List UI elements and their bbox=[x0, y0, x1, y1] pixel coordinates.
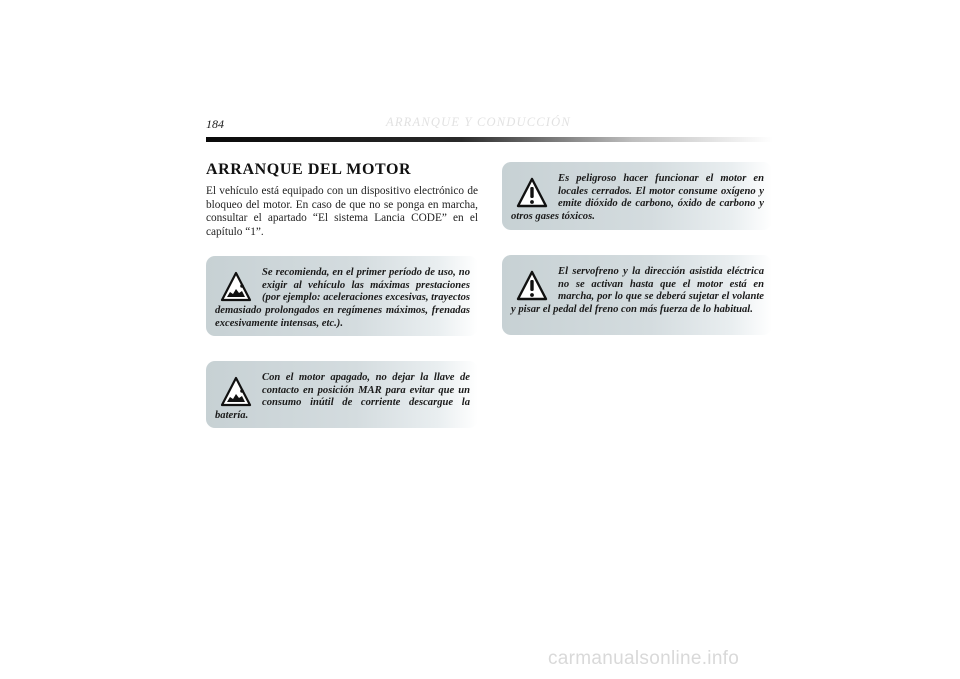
section-title: ARRANQUE DEL MOTOR bbox=[206, 161, 412, 178]
environment-caution-icon bbox=[220, 376, 252, 408]
environment-caution-icon bbox=[220, 271, 252, 303]
note-text: Es peligroso hacer funcionar el motor en locales cerrados. El motor consume oxígeno y emite dióxido de carbono, óxido de carbono y otros gases tóxicos. bbox=[511, 173, 764, 223]
warning-box-exhaust bbox=[502, 162, 772, 230]
warning-icon bbox=[516, 177, 548, 209]
note-box-performance bbox=[206, 256, 478, 336]
warning-box-brake-steering bbox=[502, 255, 772, 335]
warning-icon bbox=[516, 270, 548, 302]
page-number: 184 bbox=[206, 117, 224, 131]
note-text: El servofreno y la dirección asistida eléctrica no se activan hasta que el motor está en marcha, por lo que se deberá sujetar el volante y pisar el pedal del freno con más fuerza de lo habitual. bbox=[511, 266, 764, 316]
watermark: carmanualsonline.info bbox=[548, 648, 740, 669]
header-rule bbox=[206, 137, 773, 142]
running-head: ARRANQUE Y CONDUCCIÓN bbox=[386, 115, 571, 129]
intro-paragraph: El vehículo está equipado con un dispositivo electrónico de bloqueo del motor. En caso de que no se ponga en marcha, consultar el apartado “El sistema Lancia CODE” en el capítulo “1”. bbox=[206, 185, 478, 238]
note-text: Se recomienda, en el primer período de uso, no exigir al vehículo las máximas prestaciones (por ejemplo: aceleraciones excesivas, trayectos demasiado prolongados en regímenes máximos, frenadas excesivamente intensas, etc.). bbox=[215, 267, 470, 329]
note-text: Con el motor apagado, no dejar la llave de contacto en posición MAR para evitar que un consumo inútil de corriente descargue la batería. bbox=[215, 372, 470, 422]
note-box-ignition-key bbox=[206, 361, 478, 428]
